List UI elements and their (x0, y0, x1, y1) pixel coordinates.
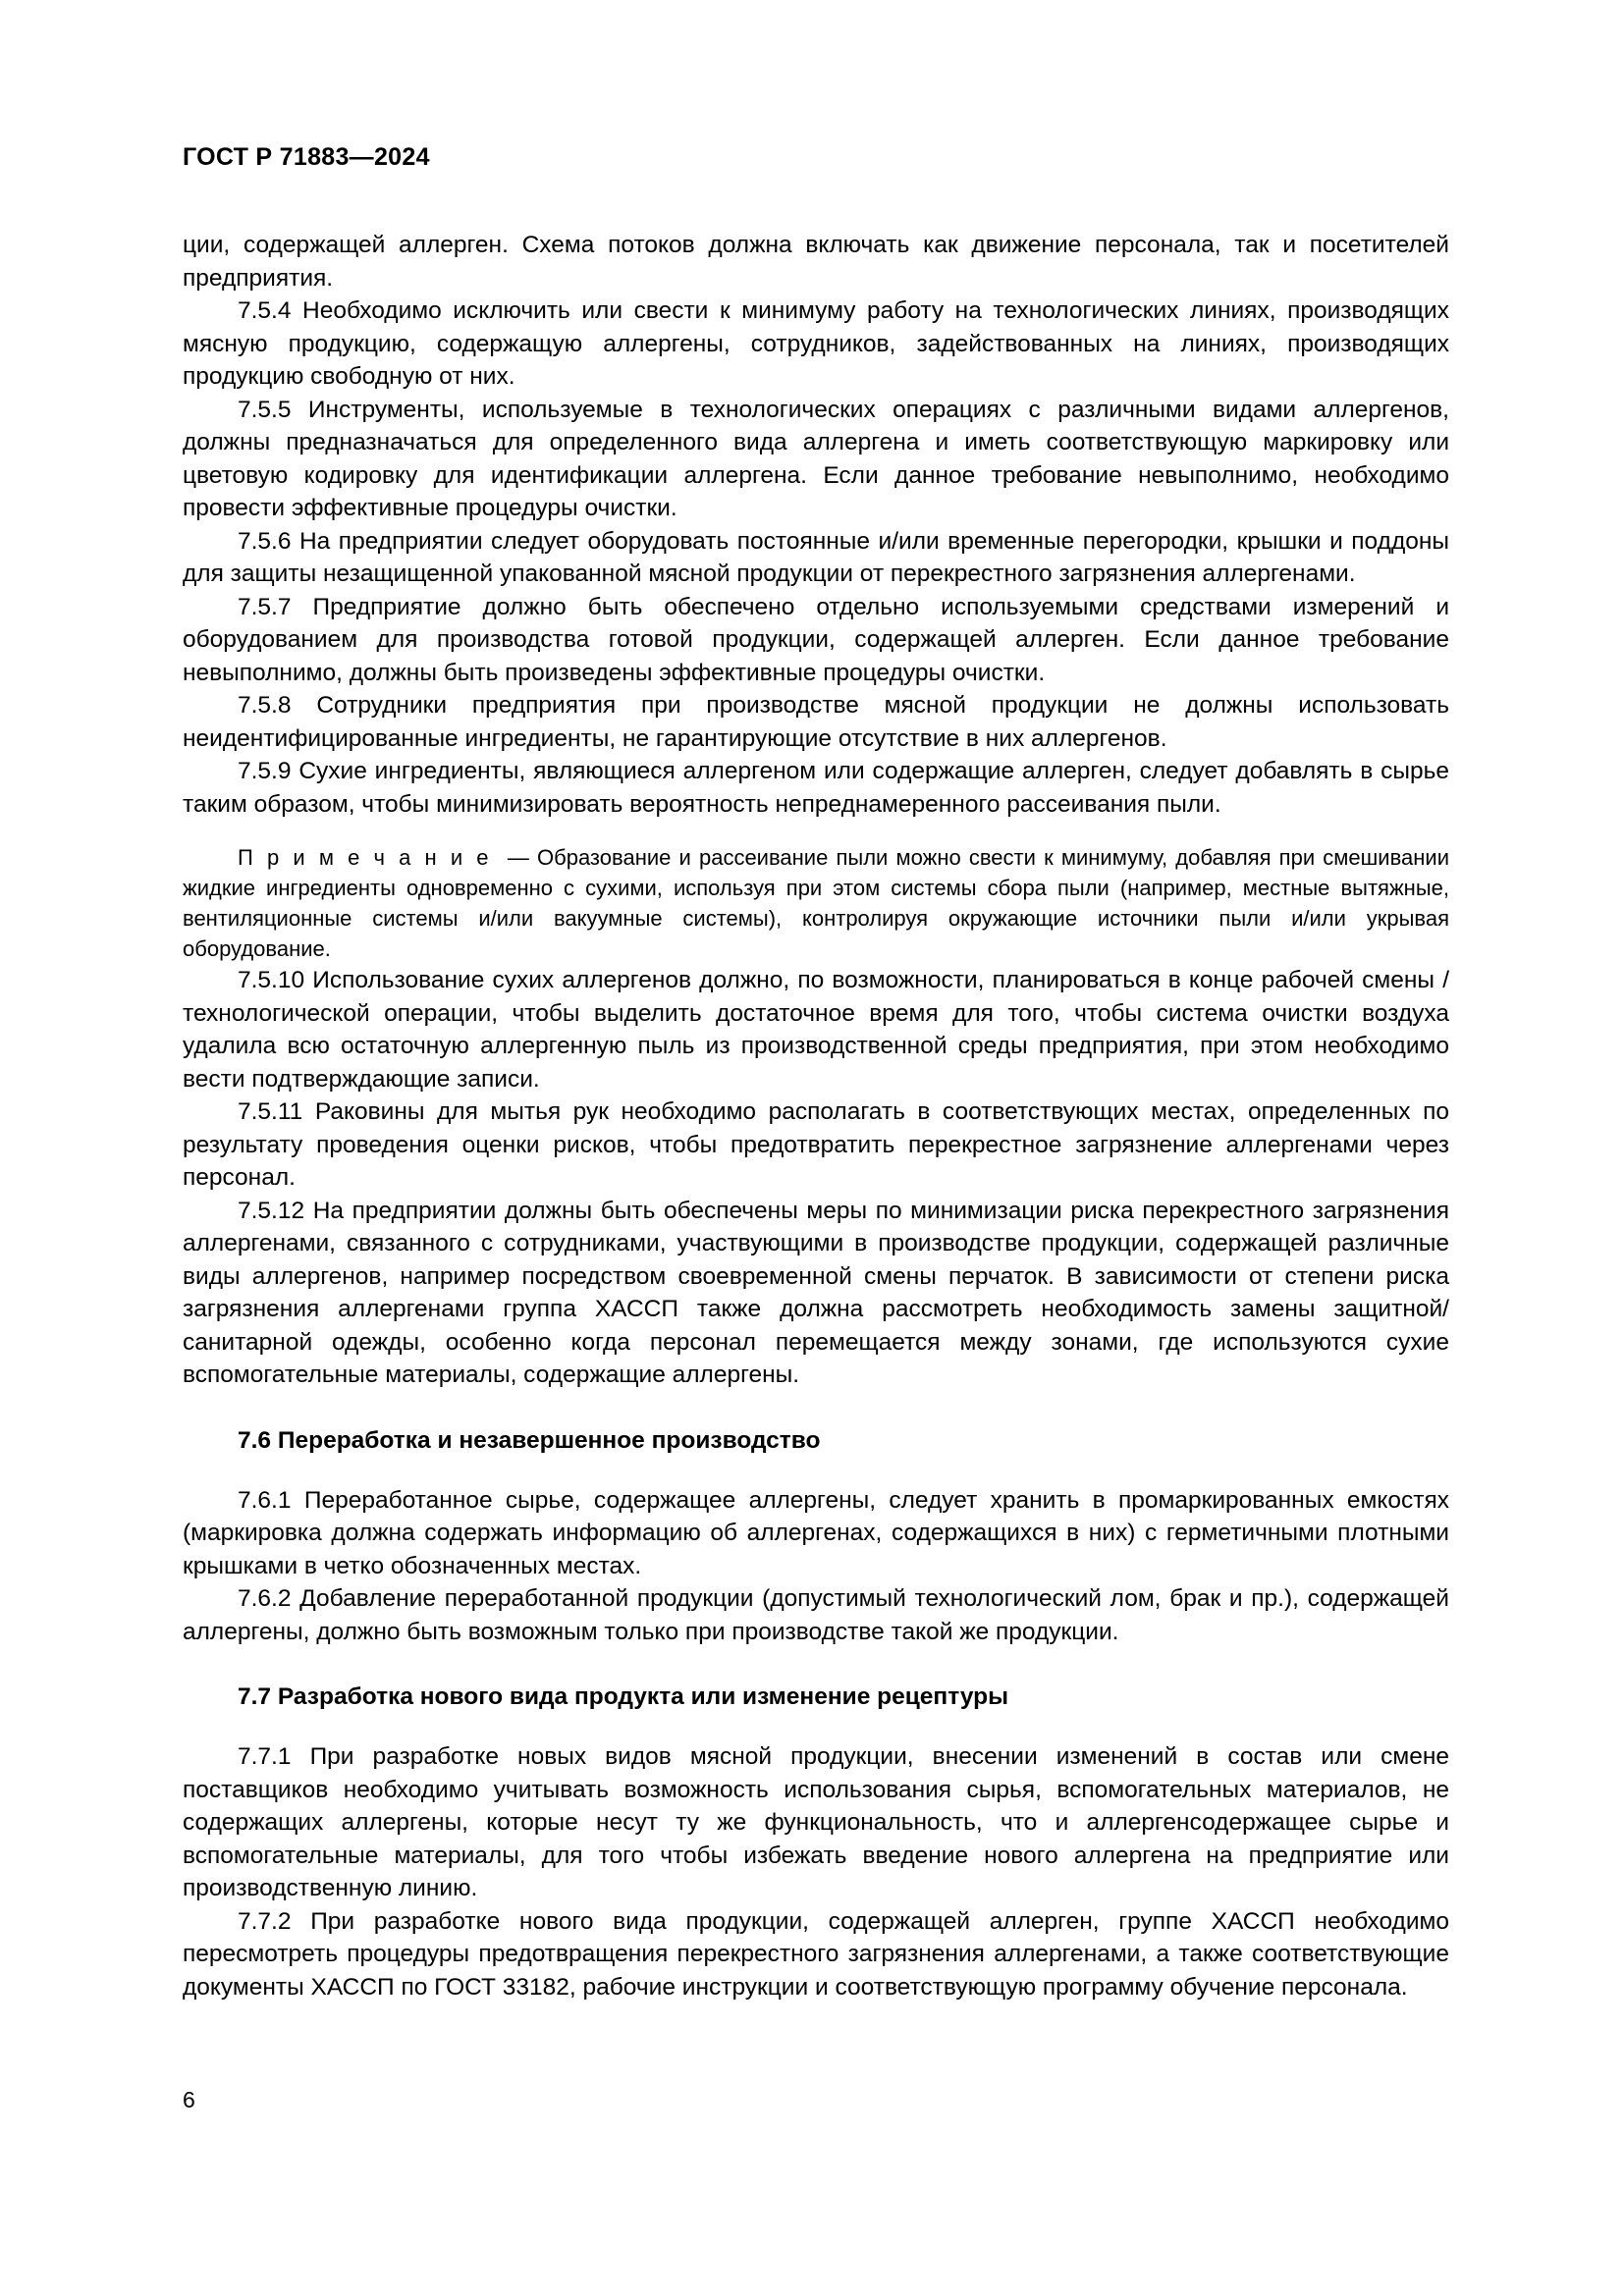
paragraph-7-7-1: 7.7.1 При разработке новых видов мясной продукции, внесении изменений в состав или смене поставщиков необходимо учитывать возможность использования сырья, вспомогательных материалов, не содержащих аллергены, которые несут ту же функциональность, что и аллергенсодержащее сырье и вспомогательные материалы, для того чтобы избежать введение нового аллергена на предприятие или производственную линию. (183, 1743, 1449, 1901)
paragraph-7-5-6: 7.5.6 На предприятии следует оборудовать постоянные и/или временные перегородки, крышки и поддоны для защиты незащищенной упакованной мясной продукции от перекрестного загрязнения аллергенами. (183, 527, 1449, 587)
paragraph-7-5-5: 7.5.5 Инструменты, используемые в технологических операциях с различными видами аллергенов, должны предназначаться для определенного вида аллергена и иметь соответствующую маркировку или цветовую кодировку для идентификации аллергена. Если данное требование невыполнимо, необходимо провести эффективные процедуры очистки. (183, 396, 1449, 521)
note-text: Образование и рассеивание пыли можно свести к минимуму, добавляя при смешивании жидкие ингредиенты одновременно с сухими, используя при этом системы сбора пыли (например, местные вытяжные, вентиляционные системы и/или вакуумные системы), контролируя окружающие источники пыли и/или укрывая оборудование. (183, 845, 1449, 961)
paragraph-continuation: ции, содержащей аллерген. Схема потоков должна включать как движение персонала, так и посетителей предприятия. (183, 232, 1449, 292)
paragraph-7-6-1: 7.6.1 Переработанное сырье, содержащее аллергены, следует хранить в промаркированных емкостях (маркировка должна содержать информацию об аллергенах, содержащихся в них) с герметичными плотными крышками в четко обозначенных местах. (183, 1486, 1449, 1579)
paragraph-7-5-12: 7.5.12 На предприятии должны быть обеспечены меры по минимизации риска перекрестного загрязнения аллергенами, связанного с сотрудниками, участвующими в производстве продукции, содержащей различные виды аллергенов, например посредством своевременной смены перчаток. В зависимости от степени риска загрязнения аллергенами группа ХАССП также должна рассмотреть необходимость замены защитной/санитарной одежды, особенно когда персонал перемещается между зонами, где используются сухие вспомогательные материалы, содержащие аллергены. (183, 1197, 1449, 1388)
note-dash: — (491, 845, 537, 870)
page-content (183, 143, 1449, 2003)
heading-7-7: 7.7 Разработка нового вида продукта или изменение рецептуры (238, 1683, 1009, 1710)
paragraph-7-5-11: 7.5.11 Раковины для мытья рук необходимо располагать в соответствующих местах, определенных по результату проведения оценки рисков, чтобы предотвратить перекрестное загрязнение аллергенами через персонал. (183, 1098, 1449, 1191)
note-label: П р и м е ч а н и е (238, 845, 492, 870)
paragraph-7-5-8: 7.5.8 Сотрудники предприятия при производстве мясной продукции не должны использовать неидентифицированные ингредиенты, не гарантирующие отсутствие в них аллергенов. (183, 692, 1449, 752)
paragraph-7-5-9: 7.5.9 Сухие ингредиенты, являющиеся аллергеном или содержащие аллерген, следует добавлять в сырье таким образом, чтобы минимизировать вероятность непреднамеренного рассеивания пыли. (183, 758, 1449, 818)
note-block (183, 842, 1449, 964)
paragraph-7-5-4: 7.5.4 Необходимо исключить или свести к минимуму работу на технологических линиях, производящих мясную продукцию, содержащую аллергены, сотрудников, задействованных на линиях, производящих продукцию свободную от них. (183, 297, 1449, 390)
paragraph-7-5-7: 7.5.7 Предприятие должно быть обеспечено отдельно используемыми средствами измерений и оборудованием для производства готовой продукции, содержащей аллерген. Если данное требование невыполнимо, должны быть произведены эффективные процедуры очистки. (183, 593, 1449, 686)
page-number: 6 (183, 2087, 195, 2112)
heading-7-6: 7.6 Переработка и незавершенное производство (238, 1426, 821, 1454)
paragraph-7-5-10: 7.5.10 Использование сухих аллергенов должно, по возможности, планироваться в конце рабочей смены / технологической операции, чтобы выделить достаточное время для того, чтобы система очистки воздуха удалила всю остаточную аллергенную пыль из производственной среды предприятия, при этом необходимо вести подтверждающие записи. (183, 967, 1449, 1093)
document-standard-number: ГОСТ Р 71883—2024 (183, 143, 430, 171)
paragraph-7-7-2: 7.7.2 При разработке нового вида продукции, содержащей аллерген, группе ХАССП необходимо пересмотреть процедуры предотвращения перекрестного загрязнения аллергенами, а также соответствующие документы ХАССП по ГОСТ 33182, рабочие инструкции и соответствующую программу обучение персонала. (183, 1907, 1449, 2001)
paragraph-7-6-2: 7.6.2 Добавление переработанной продукции (допустимый технологический лом, брак и пр.), содержащей аллергены, должно быть возможным только при производстве такой же продукции. (183, 1585, 1449, 1645)
